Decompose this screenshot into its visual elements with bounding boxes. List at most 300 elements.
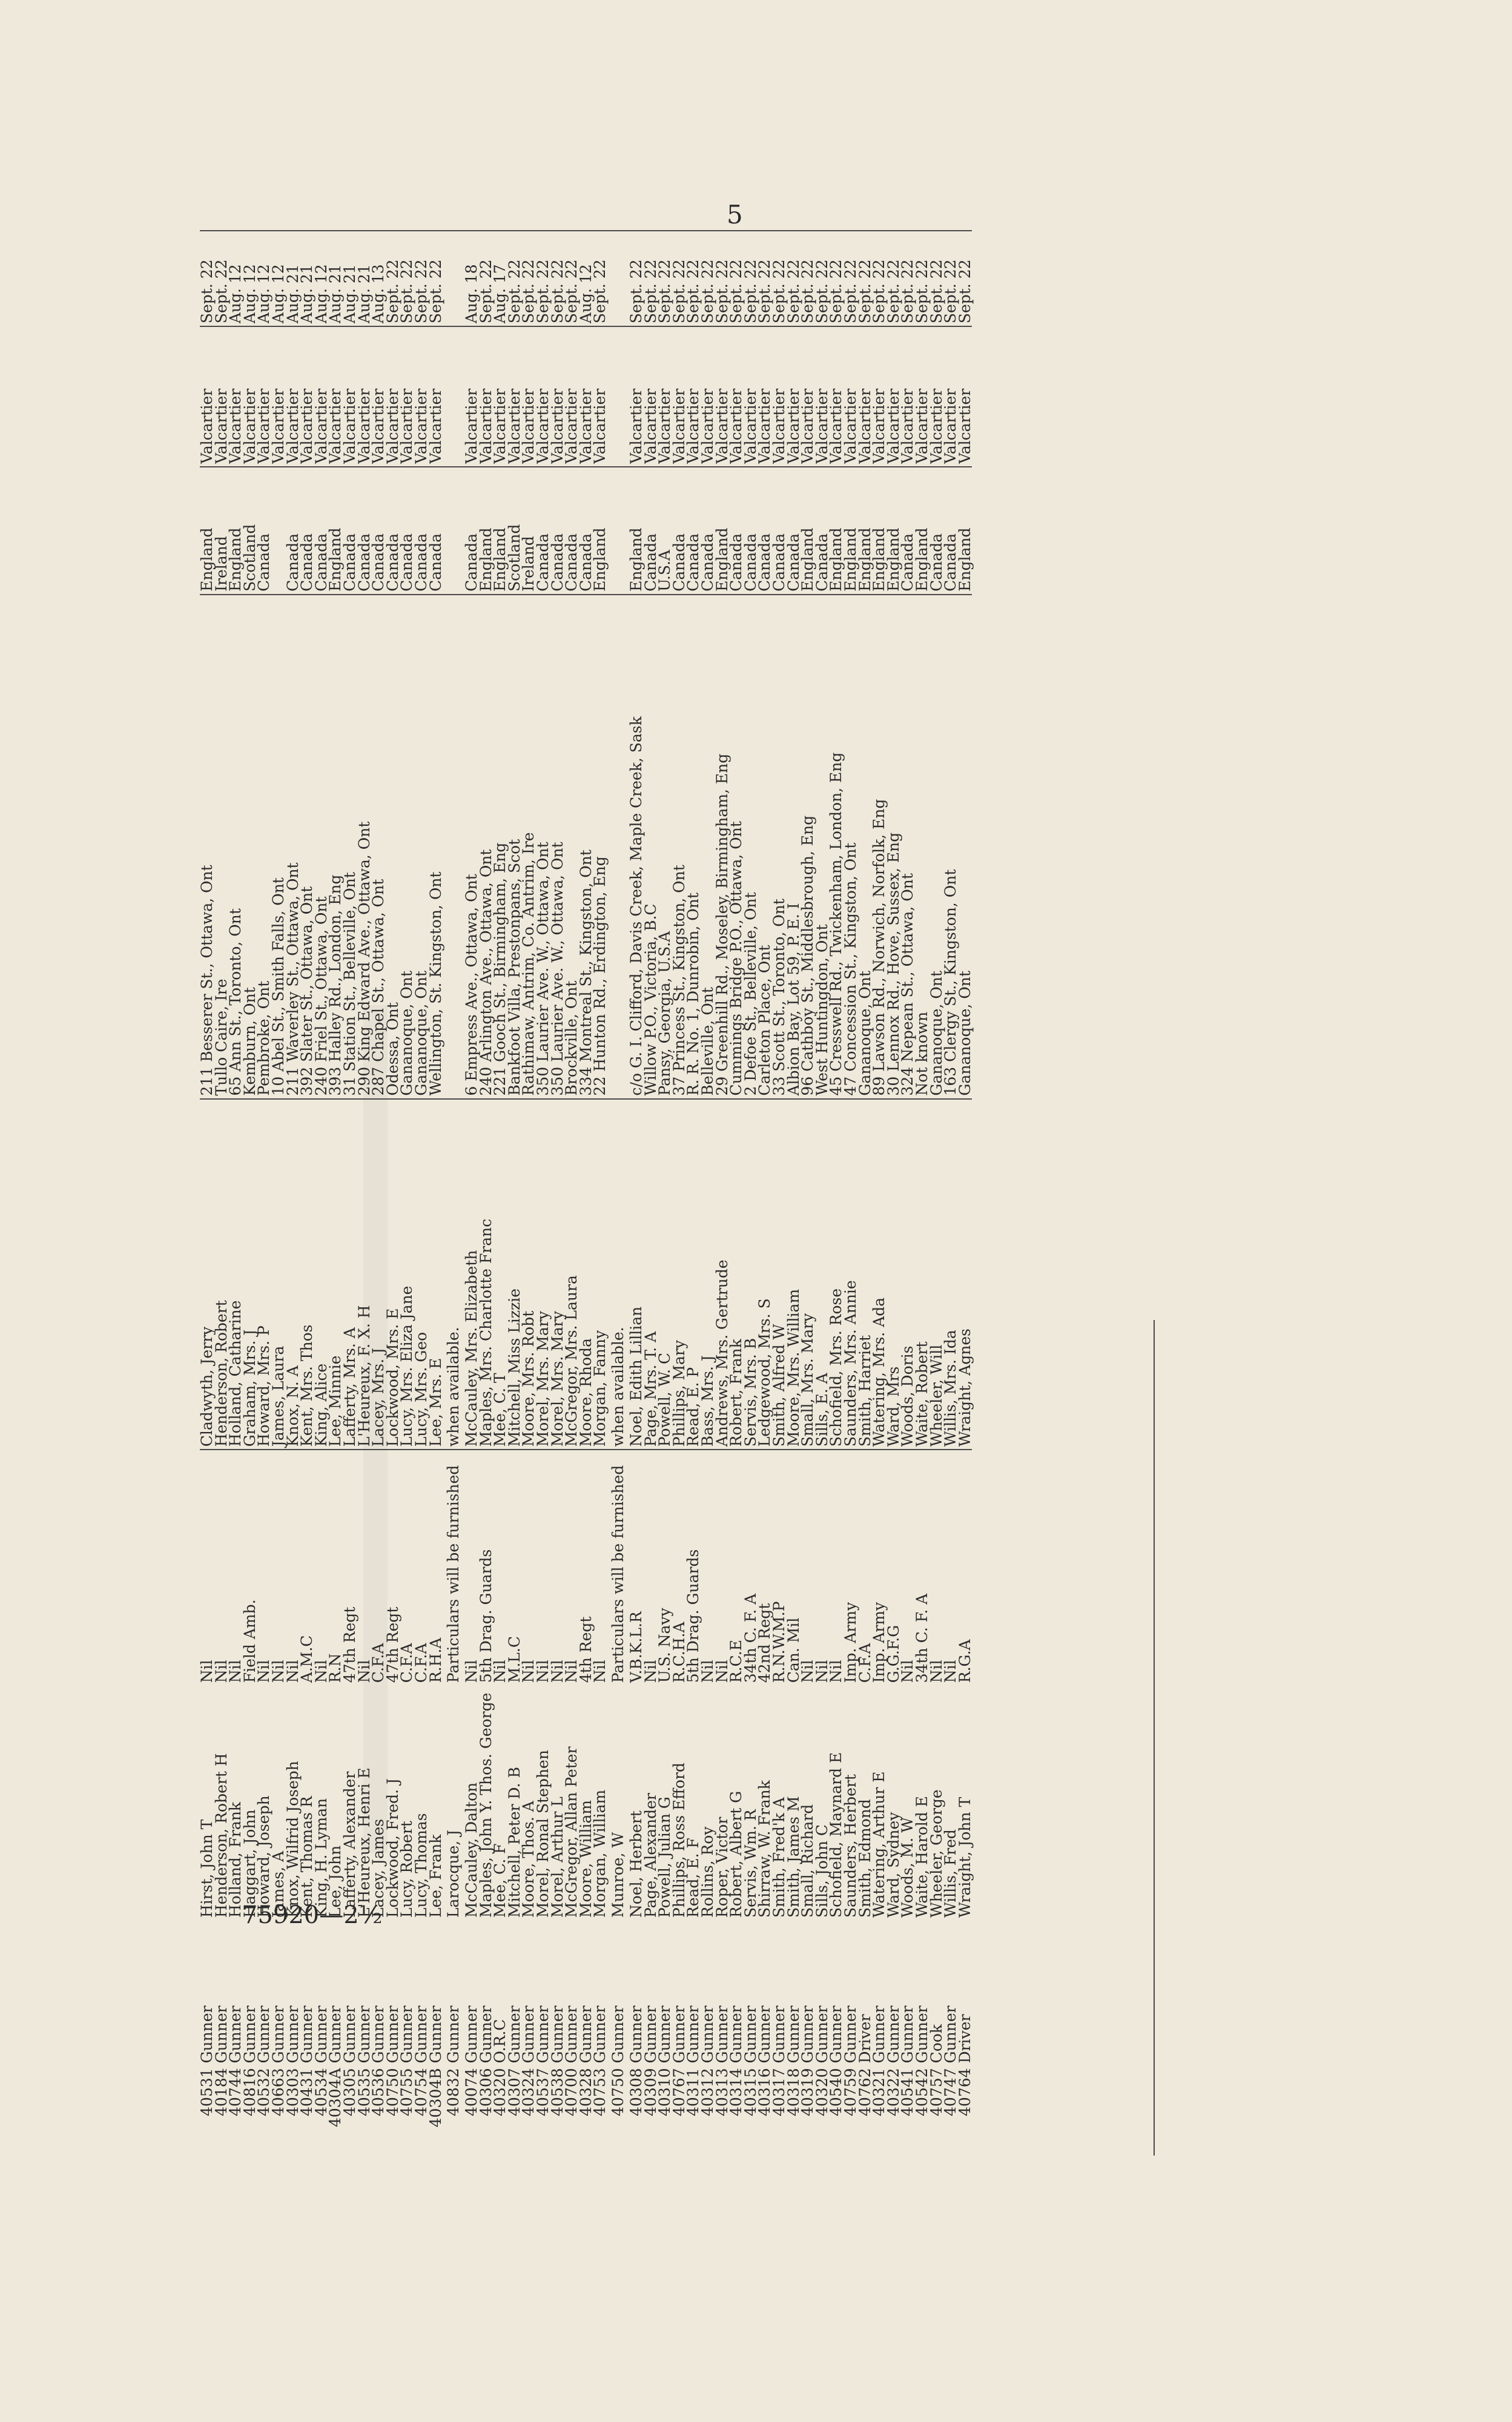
country-of-birth: Canada xyxy=(900,467,915,595)
next-of-kin: McGregor, Mrs. Laura xyxy=(564,1099,579,1450)
former-corps: Nil xyxy=(312,1660,330,1683)
former-corps: Nil xyxy=(534,1660,552,1683)
rank: Gunner xyxy=(799,2005,817,2064)
former-corps: 34th C. F. A xyxy=(741,1593,759,1683)
rank: Gunner xyxy=(283,2005,302,2064)
next-of-kin: L'Heureux, F. X. H xyxy=(357,1099,372,1450)
rank: Gunner xyxy=(713,2005,731,2064)
country-of-birth: Canada xyxy=(536,467,550,595)
regimental-number: 40312 xyxy=(699,2068,716,2116)
document-code: 75920—2½ xyxy=(242,1901,383,1929)
former-corps: Particulars will be furnished xyxy=(609,1465,627,1683)
regimental-number: 40531 xyxy=(198,2068,216,2116)
regimental-number: 40317 xyxy=(770,2068,788,2116)
former-corps: R.N.W.M.P xyxy=(770,1601,788,1683)
next-of-kin: Moore, Mrs. William xyxy=(787,1099,801,1450)
former-corps: C.F.A xyxy=(398,1643,416,1683)
former-corps: Nil xyxy=(591,1660,609,1683)
rank: Cook xyxy=(927,2024,945,2064)
place-taken-on-strength: Valcartier xyxy=(915,326,929,467)
date-taken-on-strength: Sept. 22 xyxy=(200,231,214,326)
rank: Driver xyxy=(856,2014,874,2064)
date-taken-on-strength: Aug. 12 xyxy=(579,231,593,326)
address: 33 Scott St., Toronto, Ont xyxy=(772,595,787,1099)
rank: Gunner xyxy=(463,2005,481,2064)
date-taken-on-strength: Sept. 22 xyxy=(872,231,886,326)
soldier-name: Morel, Arthur L xyxy=(548,1797,566,1918)
next-of-kin: Sills, E. A xyxy=(815,1099,830,1450)
country-of-birth: U.S.A xyxy=(658,467,672,595)
rank: Gunner xyxy=(534,2005,552,2064)
regimental-number: 40540 xyxy=(827,2068,845,2116)
soldier-name: Haggart, John xyxy=(240,1809,259,1918)
regimental-number: 40757 xyxy=(927,2068,945,2116)
former-corps: 5th Drag. Guards xyxy=(684,1549,702,1683)
next-of-kin: McCauley, Mrs. Elizabeth xyxy=(464,1099,479,1450)
former-corps: R.H.A xyxy=(426,1637,444,1683)
country-of-birth: England xyxy=(629,467,644,595)
rank: Gunner xyxy=(813,2005,831,2064)
next-of-kin: Andrews, Mrs. Gertrude xyxy=(715,1099,730,1450)
next-of-kin: Watering, Mrs. Ada xyxy=(872,1099,886,1450)
address: Gananoque, Ont xyxy=(858,595,873,1099)
soldier-name: Lee, John xyxy=(326,1845,345,1918)
country-of-birth: Canada xyxy=(943,467,958,595)
regimental-number: 40750 xyxy=(609,2068,627,2116)
former-corps: C.F.A xyxy=(856,1643,874,1683)
date-taken-on-strength: Sept. 22 xyxy=(858,231,873,326)
address: 324 Nepean St., Ottawa, Ont xyxy=(900,595,915,1099)
rank: Gunner xyxy=(426,2005,444,2064)
former-corps: Nil xyxy=(799,1660,817,1683)
country-of-birth xyxy=(443,467,464,595)
address: 350 Laurier Ave. W., Ottawa, Ont xyxy=(536,595,550,1099)
country-of-birth: Canada xyxy=(564,467,579,595)
country-of-birth: Ireland xyxy=(521,467,536,595)
address: 211 Waverley St., Ottawa, Ont xyxy=(286,595,300,1099)
address xyxy=(607,595,629,1099)
place-taken-on-strength: Valcartier xyxy=(257,326,271,467)
regimental-number: 40744 xyxy=(226,2068,245,2116)
country-of-birth: England xyxy=(858,467,873,595)
date-taken-on-strength: Sept. 22 xyxy=(386,231,400,326)
regimental-number: 40319 xyxy=(799,2068,817,2116)
former-corps: G.G.F.G xyxy=(884,1625,902,1683)
table-row xyxy=(443,231,464,2131)
place-taken-on-strength: Valcartier xyxy=(271,326,286,467)
regimental-number: 40762 xyxy=(856,2068,874,2116)
country-of-birth xyxy=(607,467,629,595)
address: 350 Laurier Ave. W., Ottawa, Ont xyxy=(550,595,565,1099)
address: Cummings Bridge P.O., Ottawa, Ont xyxy=(729,595,744,1099)
soldier-name: Smith, Fred'k A xyxy=(770,1797,788,1918)
address: 211 Besserer St., Ottawa, Ont xyxy=(200,595,214,1099)
country-of-birth: Ireland xyxy=(214,467,229,595)
place-taken-on-strength: Valcartier xyxy=(943,326,958,467)
former-corps: Nil xyxy=(927,1660,945,1683)
country-of-birth: Canada xyxy=(701,467,715,595)
former-corps: R.C.E xyxy=(727,1640,745,1683)
rank: Gunner xyxy=(312,2005,330,2064)
rank: Gunner xyxy=(756,2005,774,2064)
country-of-birth: Canada xyxy=(744,467,758,595)
rank: Gunner xyxy=(870,2005,888,2064)
next-of-kin: Cladwyth, Jerry xyxy=(200,1099,214,1450)
rank: Gunner xyxy=(942,2005,960,2064)
date-taken-on-strength: Sept. 22 xyxy=(715,231,730,326)
table-row xyxy=(429,231,443,2131)
country-of-birth: Canada xyxy=(386,467,400,595)
date-taken-on-strength: Aug. 17 xyxy=(493,231,507,326)
soldier-name: Ward, Sydney xyxy=(884,1812,902,1918)
rank: Gunner xyxy=(841,2005,859,2064)
address: c/o G. I. Clifford, Davis Creek, Maple Creek, Sask xyxy=(629,595,644,1099)
next-of-kin: Maples, Mrs. Charlotte Franc xyxy=(479,1099,494,1450)
place-taken-on-strength: Valcartier xyxy=(228,326,243,467)
soldier-name: Mee, C. F xyxy=(491,1843,509,1918)
regimental-number: 40536 xyxy=(369,2068,388,2116)
table-row xyxy=(414,231,429,2131)
regimental-number: 40663 xyxy=(269,2068,287,2116)
place-taken-on-strength: Valcartier xyxy=(715,326,730,467)
place-taken-on-strength: Valcartier xyxy=(815,326,830,467)
address: Pansy, Georgia, U.S.A xyxy=(658,595,672,1099)
rank: Gunner xyxy=(298,2005,316,2064)
table-row xyxy=(607,231,629,2131)
regimental-number: 40074 xyxy=(463,2068,481,2116)
date-taken-on-strength: Sept. 22 xyxy=(536,231,550,326)
date-taken-on-strength: Sept. 22 xyxy=(829,231,843,326)
regimental-number: 40318 xyxy=(784,2068,802,2116)
address: 163 Clergy St., Kingston, Ont xyxy=(943,595,958,1099)
date-taken-on-strength: Sept. 22 xyxy=(772,231,787,326)
date-taken-on-strength: Aug. 12 xyxy=(314,231,329,326)
date-taken-on-strength: Sept. 22 xyxy=(644,231,658,326)
next-of-kin: Howard, Mrs. P xyxy=(257,1099,271,1450)
country-of-birth: Canada xyxy=(429,467,443,595)
former-corps: U.S. Navy xyxy=(656,1608,674,1683)
rank: Gunner xyxy=(899,2005,917,2064)
soldier-name: Lee, Frank xyxy=(426,1834,444,1918)
next-of-kin: Noel, Edith Lillian xyxy=(629,1099,644,1450)
country-of-birth: Canada xyxy=(550,467,565,595)
regimental-number: 40322 xyxy=(884,2068,902,2116)
table-row xyxy=(593,231,607,2131)
date-taken-on-strength: Sept. 22 xyxy=(658,231,672,326)
soldier-name: Moore, William xyxy=(576,1800,595,1918)
place-taken-on-strength: Valcartier xyxy=(564,326,579,467)
address: Kemburn, Ont xyxy=(243,595,257,1099)
place-taken-on-strength xyxy=(443,326,464,467)
rank: Gunner xyxy=(444,2005,463,2064)
place-taken-on-strength: Valcartier xyxy=(593,326,607,467)
date-taken-on-strength: Sept. 22 xyxy=(915,231,929,326)
country-of-birth: Canada xyxy=(257,467,271,595)
place-taken-on-strength: Valcartier xyxy=(300,326,314,467)
soldier-name: Roper, Victor xyxy=(713,1817,731,1918)
address: 89 Lawson Rd., Norwich, Norfolk, Eng xyxy=(872,595,886,1099)
former-corps: Nil xyxy=(827,1660,845,1683)
address: Gananoque, Ont xyxy=(958,595,972,1099)
soldier-name: Hirst, John T xyxy=(198,1819,216,1918)
rank: Gunner xyxy=(383,2005,401,2064)
soldier-name: Small, Richard xyxy=(799,1804,817,1918)
next-of-kin: Lucy, Mrs. Eliza Jane xyxy=(400,1099,414,1450)
regimental-number: 40754 xyxy=(412,2068,430,2116)
next-of-kin: King, Alice xyxy=(314,1099,329,1450)
address: 30 Lennox Rd., Hove, Sussex, Eng xyxy=(886,595,901,1099)
address: Tullo Caire, Ire xyxy=(214,595,229,1099)
former-corps: Can. Mil xyxy=(784,1617,802,1683)
address: 290 King Edward Ave., Ottawa, Ont xyxy=(357,595,372,1099)
country-of-birth: Canada xyxy=(286,467,300,595)
place-taken-on-strength: Valcartier xyxy=(858,326,873,467)
country-of-birth: Canada xyxy=(414,467,429,595)
next-of-kin: Schofield, Mrs. Rose xyxy=(829,1099,843,1450)
former-corps: M.L.C xyxy=(505,1636,523,1683)
country-of-birth: Canada xyxy=(787,467,801,595)
address: 240 Friel St., Ottawa, Ont xyxy=(314,595,329,1099)
date-taken-on-strength: Sept. 22 xyxy=(414,231,429,326)
place-taken-on-strength: Valcartier xyxy=(414,326,429,467)
rank: Gunner xyxy=(884,2005,902,2064)
nominal-roll-table xyxy=(200,230,972,2131)
former-corps: Nil xyxy=(226,1660,245,1683)
address: 45 Cresswell Rd., Twickenham, London, Eng xyxy=(829,595,843,1099)
place-taken-on-strength: Valcartier xyxy=(872,326,886,467)
soldier-name: Lucy, Robert xyxy=(398,1821,416,1918)
former-corps: Nil xyxy=(520,1660,538,1683)
former-corps: 5th Drag. Guards xyxy=(477,1549,495,1683)
rank: Gunner xyxy=(684,2005,702,2064)
place-taken-on-strength: Valcartier xyxy=(686,326,701,467)
next-of-kin: Phillips, Mary xyxy=(672,1099,687,1450)
soldier-name: Page, Alexander xyxy=(641,1793,659,1918)
former-corps: Field Amb. xyxy=(240,1599,259,1683)
rank: Gunner xyxy=(609,2005,627,2064)
soldier-name: Sills, John C xyxy=(813,1824,831,1918)
soldier-name: Mitchell, Peter D. B xyxy=(505,1767,523,1918)
rank: Driver xyxy=(956,2014,974,2064)
rank: Gunner xyxy=(699,2005,716,2064)
place-taken-on-strength: Valcartier xyxy=(314,326,329,467)
address: 10 Abel St., Smith Falls, Ont xyxy=(271,595,286,1099)
country-of-birth: England xyxy=(200,467,214,595)
rank: Gunner xyxy=(240,2005,259,2064)
date-taken-on-strength: Sept. 22 xyxy=(214,231,229,326)
regimental-number: 40537 xyxy=(534,2068,552,2116)
former-corps: C.F.A xyxy=(369,1643,388,1683)
former-corps: Imp. Army xyxy=(870,1602,888,1683)
soldier-name: Noel, Herbert xyxy=(627,1810,645,1918)
soldier-name: Watering, Arthur E xyxy=(870,1771,888,1918)
rank: Gunner xyxy=(741,2005,759,2064)
date-taken-on-strength: Aug. 12 xyxy=(228,231,243,326)
country-of-birth: Canada xyxy=(686,467,701,595)
country-of-birth: Canada xyxy=(772,467,787,595)
country-of-birth: Canada xyxy=(357,467,372,595)
date-taken-on-strength: Sept. 22 xyxy=(815,231,830,326)
next-of-kin: Smith, Harriet xyxy=(858,1099,873,1450)
soldier-name: King, H. Lyman xyxy=(312,1798,330,1918)
date-taken-on-strength: Aug. 21 xyxy=(328,231,343,326)
country-of-birth: Scotland xyxy=(507,467,522,595)
regimental-number: 40316 xyxy=(756,2068,774,2116)
regimental-number: 40532 xyxy=(255,2068,273,2116)
place-taken-on-strength: Valcartier xyxy=(701,326,715,467)
next-of-kin: Smith, Alfred W xyxy=(772,1099,787,1450)
country-of-birth: Canada xyxy=(464,467,479,595)
soldier-name: Kent, Thomas R xyxy=(298,1796,316,1918)
regimental-number: 40311 xyxy=(684,2068,702,2116)
next-of-kin: Graham, Mrs. J xyxy=(243,1099,257,1450)
date-taken-on-strength: Sept. 22 xyxy=(886,231,901,326)
date-taken-on-strength: Sept. 22 xyxy=(801,231,815,326)
place-taken-on-strength xyxy=(607,326,629,467)
regimental-number: 40750 xyxy=(383,2068,401,2116)
next-of-kin: Mee, C. T xyxy=(493,1099,507,1450)
country-of-birth: Canada xyxy=(929,467,944,595)
former-corps: Nil xyxy=(548,1660,566,1683)
place-taken-on-strength: Valcartier xyxy=(958,326,972,467)
regimental-number: 40315 xyxy=(741,2068,759,2116)
country-of-birth: Canada xyxy=(644,467,658,595)
date-taken-on-strength: Sept. 22 xyxy=(400,231,414,326)
regimental-number: 40816 xyxy=(240,2068,259,2116)
rank: Gunner xyxy=(827,2005,845,2064)
nominal-roll-body xyxy=(200,231,972,2131)
place-taken-on-strength: Valcartier xyxy=(493,326,507,467)
place-taken-on-strength: Valcartier xyxy=(200,326,214,467)
rank: Gunner xyxy=(412,2005,430,2064)
address: Odessa, Ont xyxy=(386,595,400,1099)
next-of-kin: Ward, Mrs xyxy=(886,1099,901,1450)
address: West Huntingdon, Ont xyxy=(815,595,830,1099)
date-taken-on-strength: Sept. 22 xyxy=(929,231,944,326)
place-taken-on-strength: Valcartier xyxy=(550,326,565,467)
date-taken-on-strength: Sept. 22 xyxy=(507,231,522,326)
soldier-name: Shirraw, W. Frank xyxy=(756,1780,774,1918)
next-of-kin: Lafferty, Mrs. A xyxy=(343,1099,357,1450)
soldier-name: Lacey, James xyxy=(369,1818,388,1918)
soldier-name: Lucy, Thomas xyxy=(412,1813,430,1918)
next-of-kin: Knox, N. A xyxy=(286,1099,300,1450)
address: Willow P.O., Victoria, B.C xyxy=(644,595,658,1099)
soldier-name: McGregor, Allan Peter xyxy=(563,1746,581,1918)
former-corps: 47th Regt xyxy=(340,1606,358,1683)
soldier-name: Smith, James M xyxy=(784,1796,802,1918)
rank: Gunner xyxy=(198,2005,216,2064)
date-taken-on-strength: Sept. 22 xyxy=(900,231,915,326)
soldier-name: Phillips, Ross Efford xyxy=(670,1762,688,1918)
next-of-kin: Morel, Mrs. Mary xyxy=(536,1099,550,1450)
former-corps: Nil xyxy=(355,1660,373,1683)
next-of-kin: Lockwood, Mrs. E xyxy=(386,1099,400,1450)
regimental-number: 40534 xyxy=(312,2068,330,2116)
next-of-kin: Holland, Catharine xyxy=(228,1099,243,1450)
regimental-number: 40304B xyxy=(426,2068,444,2128)
address: 96 Cathboy St., Middlesbrough, Eng xyxy=(801,595,815,1099)
place-taken-on-strength: Valcartier xyxy=(479,326,494,467)
table-row xyxy=(257,231,271,2131)
address: 22 Hunton Rd., Erdington, Eng xyxy=(593,595,607,1099)
country-of-birth: England xyxy=(958,467,972,595)
former-corps: C.F.A xyxy=(412,1643,430,1683)
place-taken-on-strength: Valcartier xyxy=(536,326,550,467)
country-of-birth: England xyxy=(328,467,343,595)
former-corps: 42nd Regt xyxy=(756,1603,774,1683)
rank: Gunner xyxy=(477,2005,495,2064)
date-taken-on-strength: Aug. 12 xyxy=(243,231,257,326)
place-taken-on-strength: Valcartier xyxy=(386,326,400,467)
place-taken-on-strength: Valcartier xyxy=(929,326,944,467)
place-taken-on-strength: Valcartier xyxy=(357,326,372,467)
address: 65 Ann St., Toronto, Ont xyxy=(228,595,243,1099)
table-row xyxy=(843,231,858,2131)
soldier-name: Schofield, Maynard E xyxy=(827,1752,845,1918)
rank: O.R.C xyxy=(491,2019,509,2064)
address: Gananoque, Ont xyxy=(414,595,429,1099)
date-taken-on-strength: Sept. 22 xyxy=(672,231,687,326)
country-of-birth: Canada xyxy=(371,467,386,595)
country-of-birth: Canada xyxy=(343,467,357,595)
date-taken-on-strength: Sept. 22 xyxy=(787,231,801,326)
address: Gananoque, Ont xyxy=(400,595,414,1099)
date-taken-on-strength: Sept. 22 xyxy=(550,231,565,326)
address: 392 Slater St., Ottawa, Ont xyxy=(300,595,314,1099)
next-of-kin: Mitchell, Miss Lizzie xyxy=(507,1099,522,1450)
date-taken-on-strength xyxy=(443,231,464,326)
soldier-name: McCauley, Dalton xyxy=(463,1782,481,1918)
regimental-number: 40320 xyxy=(813,2068,831,2116)
address: 334 Montreal St., Kingston, Ont xyxy=(579,595,593,1099)
regimental-number: 40306 xyxy=(477,2068,495,2116)
regimental-number: 40184 xyxy=(212,2068,230,2116)
address: 31 Station St., Belleville, Ont xyxy=(343,595,357,1099)
former-corps: 34th C. F. A xyxy=(913,1593,931,1683)
next-of-kin: Ledgewood, Mrs. S xyxy=(758,1099,772,1450)
next-of-kin: Moore, Mrs. Robt xyxy=(521,1099,536,1450)
date-taken-on-strength: Sept. 22 xyxy=(564,231,579,326)
rank: Gunner xyxy=(255,2005,273,2064)
date-taken-on-strength: Aug. 12 xyxy=(271,231,286,326)
next-of-kin: when available. xyxy=(607,1099,629,1450)
next-of-kin: James, Laura xyxy=(271,1099,286,1450)
page-number: 5 xyxy=(727,200,743,229)
next-of-kin: Moore, Rhoda xyxy=(579,1099,593,1450)
date-taken-on-strength: Sept. 22 xyxy=(629,231,644,326)
rank: Gunner xyxy=(627,2005,645,2064)
address: 37 Princess St., Kingston, Ont xyxy=(672,595,687,1099)
place-taken-on-strength: Valcartier xyxy=(579,326,593,467)
place-taken-on-strength: Valcartier xyxy=(243,326,257,467)
rank: Gunner xyxy=(340,2005,358,2064)
soldier-name: Willis, Fred xyxy=(942,1829,960,1918)
date-taken-on-strength: Aug. 21 xyxy=(300,231,314,326)
table-row xyxy=(343,231,357,2131)
country-of-birth: Canada xyxy=(579,467,593,595)
date-taken-on-strength xyxy=(607,231,629,326)
address: Carleton Place, Ont xyxy=(758,595,772,1099)
regimental-number: 40759 xyxy=(841,2068,859,2116)
next-of-kin: Kent, Mrs. Thos xyxy=(300,1099,314,1450)
former-corps: 4th Regt xyxy=(576,1616,595,1683)
address xyxy=(443,595,464,1099)
regimental-number: 40308 xyxy=(627,2068,645,2116)
rank: Gunner xyxy=(326,2005,345,2064)
place-taken-on-strength: Valcartier xyxy=(629,326,644,467)
date-taken-on-strength: Aug. 21 xyxy=(286,231,300,326)
